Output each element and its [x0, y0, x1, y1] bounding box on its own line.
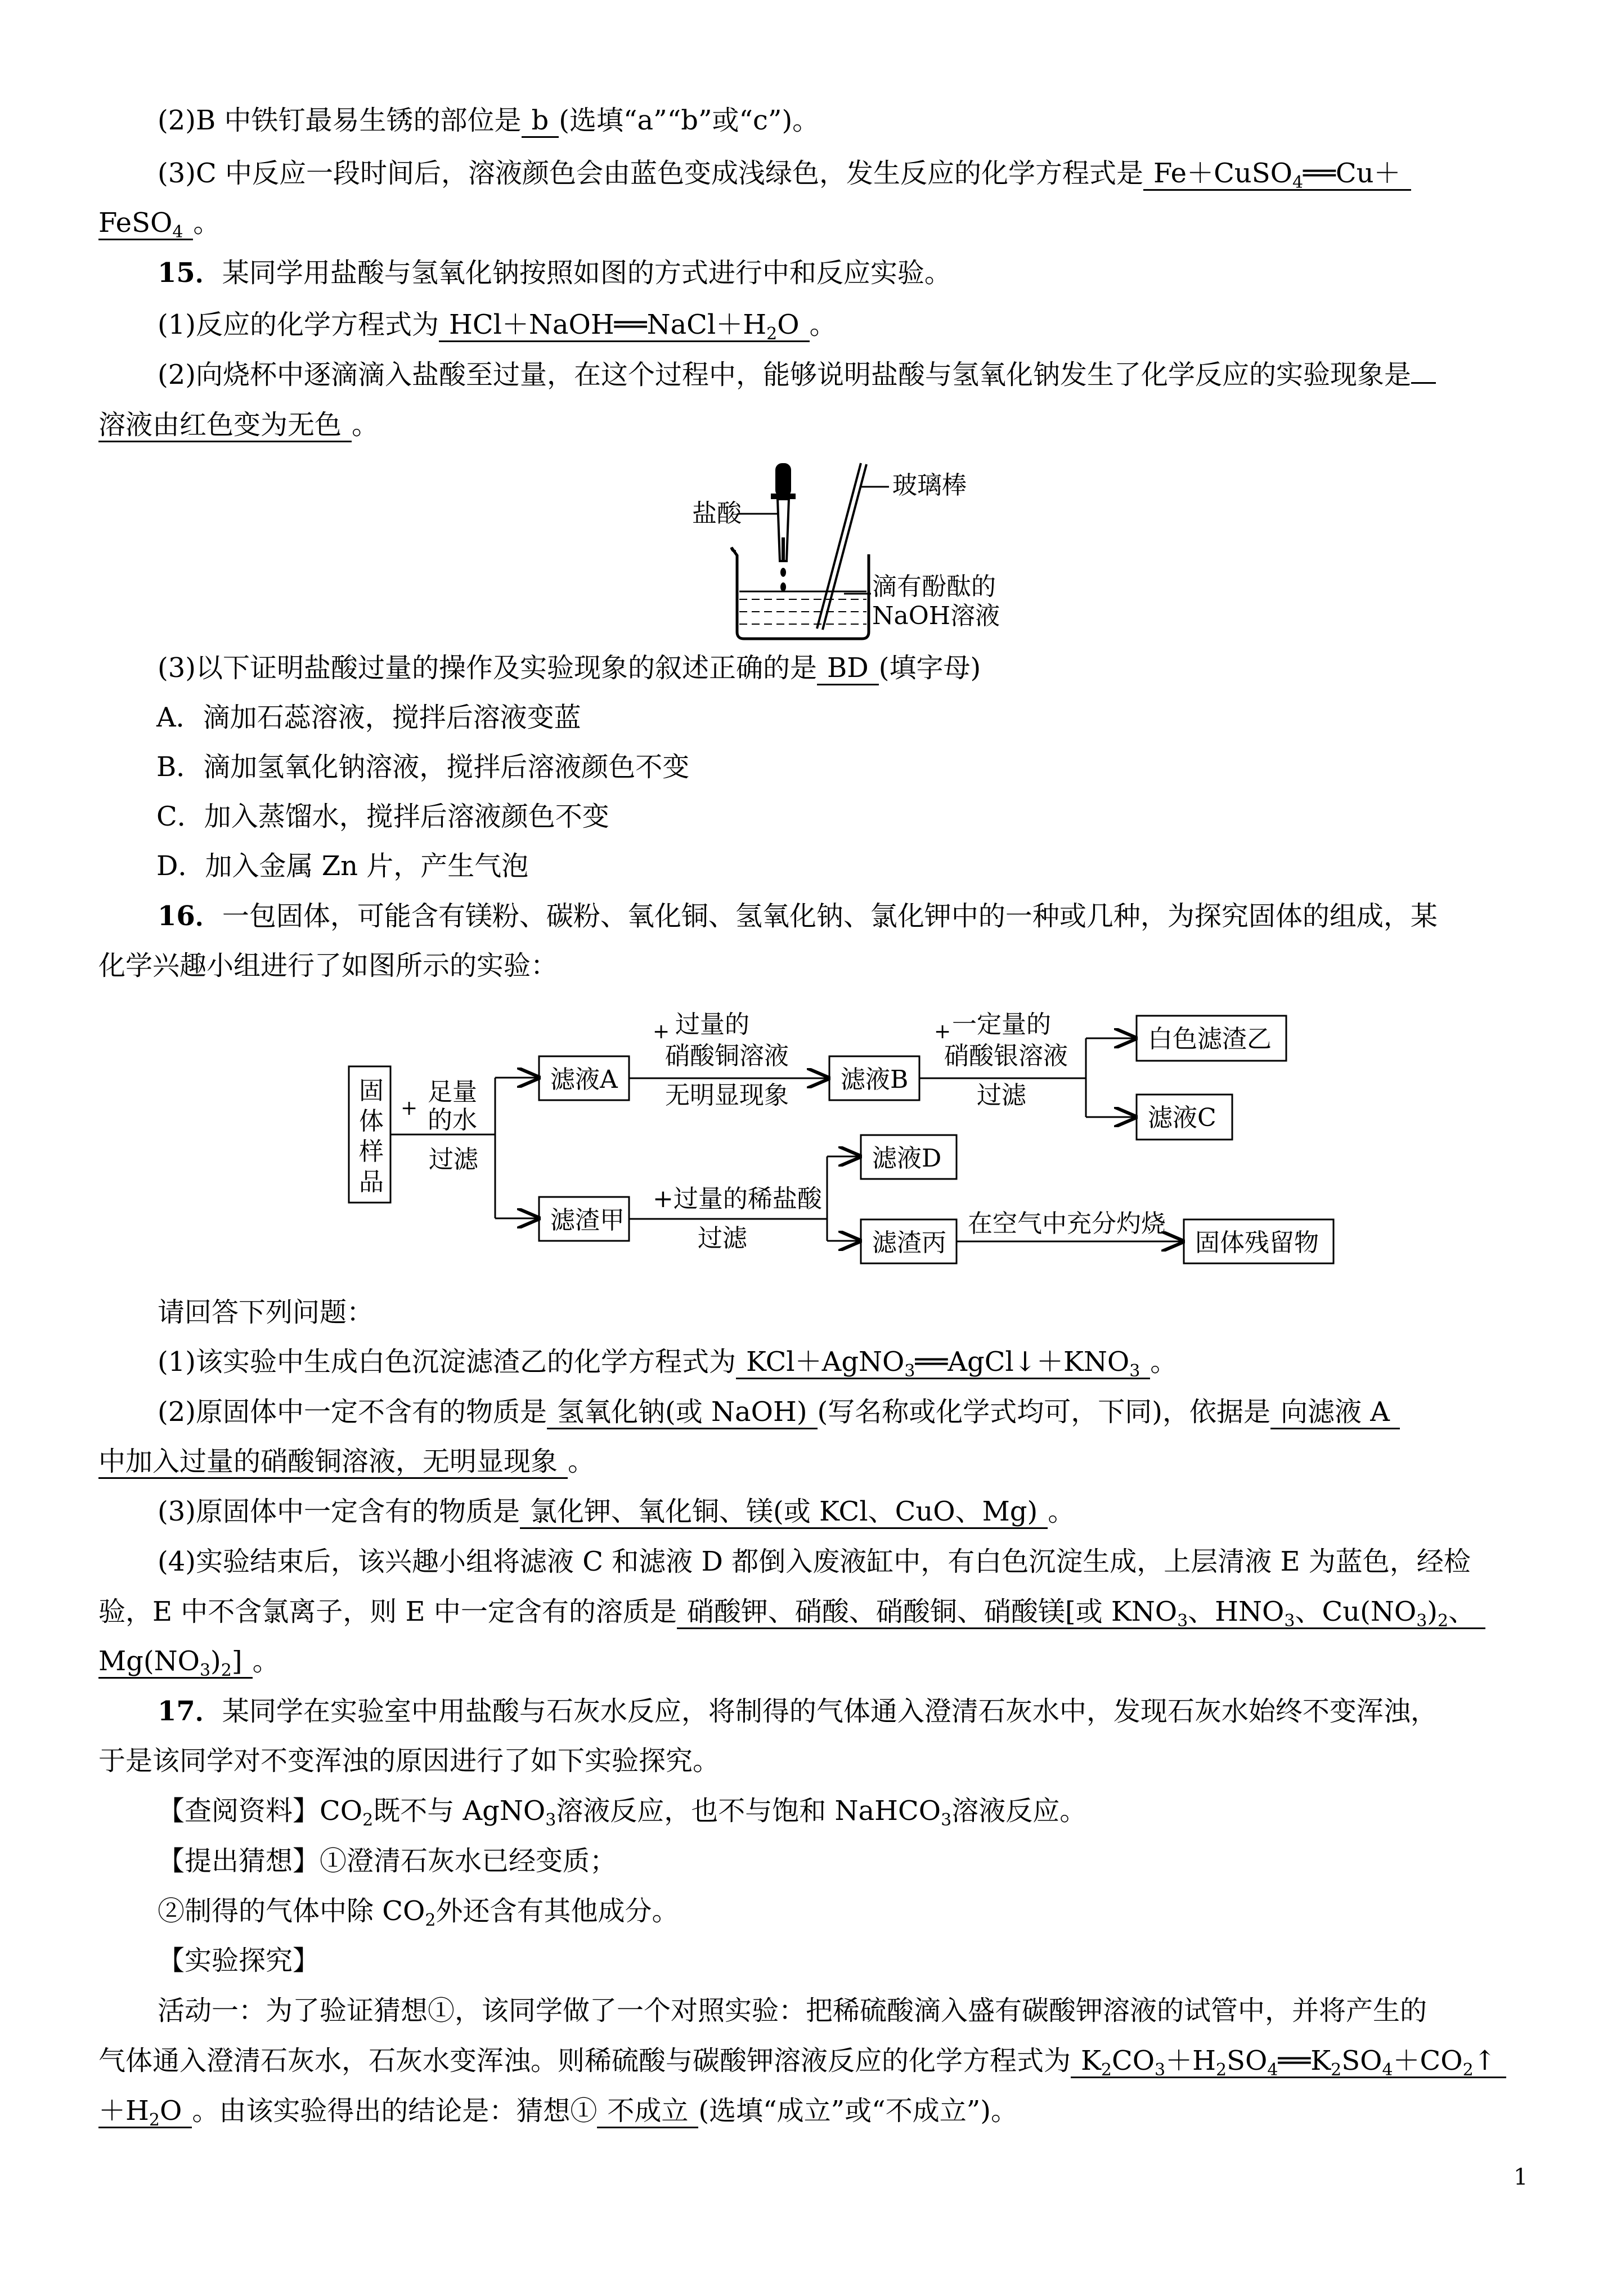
- svg-text:硝酸铜溶液: 硝酸铜溶液: [665, 1042, 789, 1070]
- beaker-figure: [692, 453, 1041, 644]
- svg-text:在空气中充分灼烧: 在空气中充分灼烧: [968, 1209, 1166, 1238]
- answer-blank: $KCl+AgNO_3══AgCl↓+KNO_3$: [736, 1346, 1150, 1379]
- question-number: 17．: [158, 1696, 222, 1727]
- q17-guess-2: ②制得的气体中除 $CO_2$外还含有其他成分。: [158, 1895, 679, 1930]
- q16-part2: (2)原固体中一定不含有的物质是 氢氧化钠(或 NaOH) (写名称或化学式均可，下同)，依据是 向滤液 A: [158, 1395, 1400, 1429]
- q16-part4: (4)实验结束后，该兴趣小组将滤液 C 和滤液 D 都倒入废液缸中，有白色沉淀生成，上层清液 E 为蓝色，经检: [158, 1546, 1471, 1577]
- label-filtrate-c: 滤液C: [1148, 1104, 1216, 1132]
- drop: [780, 568, 786, 577]
- label-solution: 滴有酚酞的: [872, 572, 996, 601]
- q15-part3: (3)以下证明盐酸过量的操作及实验现象的叙述正确的是 BD (填字母): [158, 651, 981, 685]
- q16-prompt: 请回答下列问题：: [158, 1297, 374, 1328]
- answer-blank: 溶液由红色变为无色: [98, 409, 352, 442]
- q14-part3-cont: FeSO$_4$ 。: [98, 207, 221, 242]
- q14-part2: (2)B 中铁钉最易生锈的部位是 b (选填“a”“b”或“c”)。: [158, 104, 819, 138]
- svg-text:无明显现象: 无明显现象: [665, 1081, 789, 1110]
- answer-blank: $+H_2O$: [98, 2095, 192, 2128]
- q17-guess: 【提出猜想】①澄清石灰水已经变质；: [158, 1845, 617, 1877]
- question-number: 16．: [158, 900, 222, 932]
- q15-part2-cont: 溶液由红色变为无色 。: [98, 408, 379, 442]
- answer-blank: [1411, 382, 1436, 384]
- svg-text:+: +: [401, 1097, 418, 1120]
- answer-blank: FeSO$_4$: [98, 207, 193, 240]
- drop: [780, 582, 786, 591]
- svg-text:固: 固: [359, 1077, 384, 1105]
- question-number: 15．: [158, 257, 222, 289]
- flow-chart: [338, 1004, 1350, 1275]
- svg-text:过滤: 过滤: [698, 1224, 747, 1253]
- label-residue-yi: 白色滤渣乙: [1148, 1025, 1272, 1053]
- q17-activity1-line3: $+H_2O$ 。由该实验得出的结论是：猜想① 不成立 (选填“成立”或“不成立”)。: [98, 2095, 1018, 2130]
- answer-blank: 不成立: [597, 2095, 698, 2128]
- svg-text:样: 样: [359, 1137, 384, 1166]
- svg-text:体: 体: [359, 1107, 384, 1136]
- q16-part1: (1)该实验中生成白色沉淀滤渣乙的化学方程式为 $KCl+AgNO_3══AgCl↓+KNO_3$ 。: [158, 1346, 1178, 1381]
- q16-part3: (3)原固体中一定含有的物质是 氯化钾、氧化铜、镁(或 KCl、CuO、Mg) 。: [158, 1495, 1075, 1529]
- q17-activity1-line2: 气体通入澄清石灰水，石灰水变浑浊。则稀硫酸与碳酸钾溶液反应的化学方程式为 $K_2CO_3+H_2SO_4══K_2SO_4+CO_2↑$: [98, 2044, 1506, 2078]
- svg-text:一定量的: 一定量的: [952, 1010, 1051, 1039]
- label-solution-2: NaOH溶液: [872, 602, 1000, 630]
- option-c: C．加入蒸馏水，搅拌后溶液颜色不变: [156, 801, 609, 832]
- q16-stem-cont: 化学兴趣小组进行了如图所示的实验：: [98, 950, 558, 981]
- q17-stem-cont: 于是该同学对不变浑浊的原因进行了如下实验探究。: [98, 1745, 720, 1777]
- svg-text:硝酸银溶液: 硝酸银溶液: [944, 1042, 1068, 1070]
- label-filtrate-a: 滤液A: [550, 1065, 618, 1094]
- svg-text:+过量的稀盐酸: +过量的稀盐酸: [653, 1185, 822, 1213]
- label-residue-bing: 滤渣丙: [872, 1228, 946, 1257]
- q16-part4-line3: $Mg(NO_3)_2$] 。: [98, 1645, 280, 1680]
- q16-part4-line2: 验，E 中不含氯离子，则 E 中一定含有的溶质是 硝酸钾、硝酸、硝酸铜、硝酸镁[或 $KNO_3$、$HNO_3$、$Cu(NO_3)_2$、: [98, 1595, 1485, 1629]
- q17-stem: 17．某同学在实验室中用盐酸与石灰水反应，将制得的气体通入澄清石灰水中，发现石灰水始终不变浑浊，: [158, 1696, 1438, 1727]
- answer-blank: 硝酸钾、硝酸、硝酸铜、硝酸镁[或 $KNO_3$、$HNO_3$、$Cu(NO_3)_2$、: [677, 1596, 1485, 1629]
- answer-blank: 中加入过量的硝酸铜溶液，无明显现象: [98, 1446, 568, 1479]
- svg-text:足量: 足量: [428, 1078, 477, 1106]
- svg-text:过滤: 过滤: [977, 1081, 1026, 1110]
- answer-blank: Fe＋CuSO$_4$══Cu＋: [1143, 158, 1411, 191]
- q15-part1: (1)反应的化学方程式为 $HCl+NaOH══NaCl+H_2O$ 。: [158, 309, 837, 344]
- page-number: 1: [1514, 2164, 1528, 2190]
- svg-text:+: +: [653, 1020, 670, 1043]
- label-solid-residue: 固体残留物: [1195, 1228, 1319, 1257]
- option-b: B．滴加氢氧化钠溶液，搅拌后溶液颜色不变: [156, 751, 690, 783]
- label-residue-jia: 滤渣甲: [550, 1206, 625, 1235]
- option-d: D．加入金属 Zn 片，产生气泡: [156, 850, 529, 882]
- label-acid: 盐酸: [692, 499, 742, 528]
- label-filtrate-d: 滤液D: [872, 1144, 942, 1173]
- q14-part3: (3)C 中反应一段时间后，溶液颜色会由蓝色变成浅绿色，发生反应的化学方程式是 Fe＋CuSO$_4$══Cu＋: [158, 156, 1411, 191]
- q16-stem: 16．一包固体，可能含有镁粉、碳粉、氧化铜、氢氧化钠、氯化钾中的一种或几种，为探究固体的组成，某: [158, 900, 1438, 932]
- svg-text:+: +: [934, 1020, 951, 1043]
- label-filtrate-b: 滤液B: [841, 1065, 909, 1094]
- svg-text:过量的: 过量的: [675, 1010, 749, 1039]
- svg-text:的水: 的水: [428, 1106, 477, 1134]
- answer-blank: $Mg(NO_3)_2$]: [98, 1645, 253, 1679]
- answer-blank: 氯化钾、氧化铜、镁(或 KCl、CuO、Mg): [520, 1496, 1048, 1529]
- q15-stem: 15．某同学用盐酸与氢氧化钠按照如图的方式进行中和反应实验。: [158, 257, 951, 289]
- q17-info: 【查阅资料】$CO_2$既不与 AgNO$_3$溶液反应，也不与饱和 NaHCO$_3$溶液反应。: [158, 1795, 1087, 1830]
- svg-text:过滤: 过滤: [429, 1145, 478, 1174]
- answer-blank: $K_2CO_3+H_2SO_4══K_2SO_4+CO_2↑$: [1071, 2045, 1506, 2078]
- q17-activity1: 活动一：为了验证猜想①，该同学做了一个对照实验：把稀硫酸滴入盛有碳酸钾溶液的试管中，并将产生的: [158, 1995, 1427, 2026]
- answer-blank: 氢氧化钠(或 NaOH): [547, 1396, 818, 1429]
- label-rod: 玻璃棒: [892, 471, 967, 500]
- dropper-bulb: [775, 463, 791, 497]
- q16-part2-cont: 中加入过量的硝酸铜溶液，无明显现象 。: [98, 1445, 595, 1479]
- glass-rod: [817, 463, 861, 629]
- answer-blank: BD: [817, 652, 879, 685]
- option-a: A．滴加石蕊溶液，搅拌后溶液变蓝: [156, 702, 581, 733]
- answer-blank: 向滤液 A: [1270, 1396, 1400, 1429]
- q17-explore: 【实验探究】: [158, 1945, 320, 1976]
- q15-part2: (2)向烧杯中逐滴滴入盐酸至过量，在这个过程中，能够说明盐酸与氢氧化钠发生了化学反应的实验现象是: [158, 358, 1436, 392]
- answer-blank: $HCl+NaOH══NaCl+H_2O$: [439, 309, 810, 342]
- answer-blank: b: [522, 105, 559, 138]
- svg-text:品: 品: [359, 1168, 384, 1196]
